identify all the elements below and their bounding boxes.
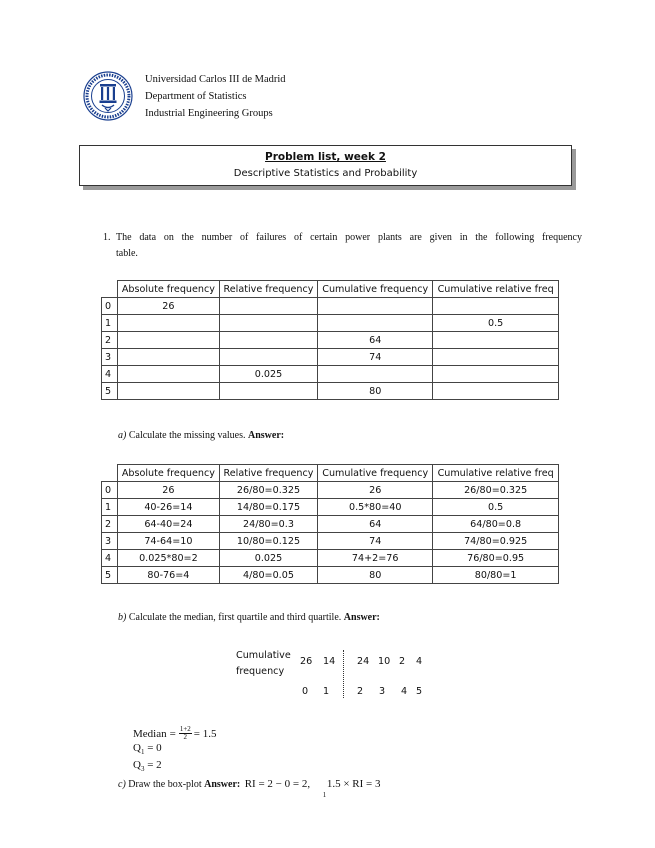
table-cell [118,349,220,366]
freq-value-2: 24 [357,656,370,667]
q1-line: $Q_1 = 0$ [133,742,162,757]
table-cell: 4/80=0.05 [219,567,317,584]
row-index: 5 [102,383,118,400]
table-cell: 0.5 [433,499,559,516]
table-header-cumulative-relative: Cumulative relative freq [433,281,559,298]
table-cell: 0.5*80=40 [318,499,433,516]
table-cell: 26 [318,482,433,499]
university-seal-logo [83,71,133,121]
frequency-table-answer [101,464,559,584]
row-index: 2 [102,516,118,533]
table-cell: 74 [318,349,433,366]
table-cell: 74 [318,533,433,550]
median-result: = 1.5 [193,727,217,740]
table-row [102,482,559,499]
problem-number: 1. [103,232,111,243]
x-value-4: 4 [401,686,408,697]
median-numerator: 1+2 [179,725,191,733]
table-cell: 14/80=0.175 [219,499,317,516]
table-cell: 0.025 [219,366,317,383]
table-row [102,332,559,349]
q3-value: = 2 [147,759,162,771]
table-row [102,533,559,550]
table-cell [118,366,220,383]
row-index: 4 [102,550,118,567]
table-header-absolute: Absolute frequency [118,281,220,298]
problem-text-line1: The data on the number of failures of certain power plants are given in the following frequency [116,232,582,243]
median-denominator: 2 [183,733,188,741]
table-cell [318,315,433,332]
table-row [102,550,559,567]
table-row [102,315,559,332]
freq-value-1: 14 [323,656,336,667]
cum-label-line2: frequency [236,666,285,677]
table-cell [118,383,220,400]
ri-scaled: 1.5 × RI = 3 [326,778,381,790]
table-cell: 76/80=0.95 [433,550,559,567]
part-a [118,428,284,444]
cumulative-frequency-label [236,648,291,680]
table-cell: 80-76=4 [118,567,220,584]
problem-text-line2: table. [116,248,138,259]
part-a-answer: Answer: [247,430,285,441]
table-cell: 80 [318,567,433,584]
table-cell: 26 [118,298,220,315]
table-cell [219,349,317,366]
ri-expression [244,778,327,799]
table-cell [433,332,559,349]
table-header-absolute: Absolute frequency [118,465,220,482]
part-a-label: a) [118,430,127,441]
table-cell [219,315,317,332]
table-cell [219,383,317,400]
ri-subscript: 1 [322,791,327,799]
table-cell [433,349,559,366]
table-header-relative: Relative frequency [219,465,317,482]
x-value-3: 3 [379,686,386,697]
table-cell [433,298,559,315]
header-department: Department of Statistics [145,91,247,102]
table-cell: 26/80=0.325 [433,482,559,499]
row-index: 5 [102,567,118,584]
freq-value-0: 26 [300,656,313,667]
table-row [102,366,559,383]
median-label: Median [133,727,167,740]
q1-value: = 0 [147,742,162,754]
q3-line: $Q_3 = 2$ [133,759,162,774]
table-header-relative: Relative frequency [219,281,317,298]
table-cell [433,366,559,383]
table-cell: 74/80=0.925 [433,533,559,550]
table-cell [118,332,220,349]
part-a-text: Calculate the missing values. [128,430,246,441]
table-cell [219,298,317,315]
table-cell [118,315,220,332]
part-c-answer: Answer: [204,779,241,790]
freq-value-3: 10 [378,656,391,667]
table-header-cumulative-relative: Cumulative relative freq [433,465,559,482]
title-box [79,145,572,186]
table-cell: 80/80=1 [433,567,559,584]
header-university: Universidad Carlos III de Madrid [145,74,286,85]
table-row [102,499,559,516]
x-value-0: 0 [302,686,309,697]
x-value-1: 1 [323,686,330,697]
part-c [118,776,381,799]
table-header-cumulative: Cumulative frequency [318,465,433,482]
row-index: 3 [102,349,118,366]
row-index: 0 [102,482,118,499]
row-index: 1 [102,499,118,516]
table-row [102,298,559,315]
table-header-cumulative: Cumulative frequency [318,281,433,298]
table-header-corner [102,465,118,482]
frequency-table-question [101,280,559,400]
median-dotted-divider [343,650,344,698]
table-cell: 64 [318,516,433,533]
table-cell: 26 [118,482,220,499]
part-b [118,610,380,626]
freq-value-4: 2 [399,656,406,667]
table-header-row [102,465,559,482]
x-value-5: 5 [416,686,423,697]
row-index: 0 [102,298,118,315]
table-cell [219,332,317,349]
table-cell: 26/80=0.325 [219,482,317,499]
x-value-2: 2 [357,686,364,697]
freq-value-5: 4 [416,656,423,667]
header-group: Industrial Engineering Groups [145,108,273,119]
cum-label-line1: Cumulative [236,650,291,661]
part-c-label: c) [118,779,126,790]
table-cell: 0.5 [433,315,559,332]
row-index: 1 [102,315,118,332]
table-header-corner [102,281,118,298]
table-cell [433,383,559,400]
table-row [102,516,559,533]
table-cell: 24/80=0.3 [219,516,317,533]
table-row [102,349,559,366]
table-cell [318,366,433,383]
table-cell: 64 [318,332,433,349]
table-cell: 80 [318,383,433,400]
table-cell: 40-26=14 [118,499,220,516]
part-b-answer: Answer: [343,612,380,623]
table-cell: 0.025 [219,550,317,567]
table-cell: 0.025*80=2 [118,550,220,567]
title-sub: Descriptive Statistics and Probability [233,168,418,179]
table-header-row [102,281,559,298]
table-cell: 74+2=76 [318,550,433,567]
ri-expression-text: RI = 2 − 0 = 2, [244,778,311,790]
table-cell: 10/80=0.125 [219,533,317,550]
title-main: Problem list, week 2 [265,151,386,163]
table-row [102,567,559,584]
part-b-text: Calculate the median, first quartile and third quartile. [128,612,342,623]
row-index: 2 [102,332,118,349]
table-cell: 74-64=10 [118,533,220,550]
table-cell: 64-40=24 [118,516,220,533]
row-index: 3 [102,533,118,550]
part-b-label: b) [118,612,127,623]
median-fraction [179,726,192,741]
table-cell [318,298,433,315]
table-cell: 64/80=0.8 [433,516,559,533]
part-c-text: Draw the box-plot [128,779,202,790]
row-index: 4 [102,366,118,383]
table-row [102,383,559,400]
median-line: Median = $\frac{1+2}{2}$ = 1.5 [133,725,217,741]
